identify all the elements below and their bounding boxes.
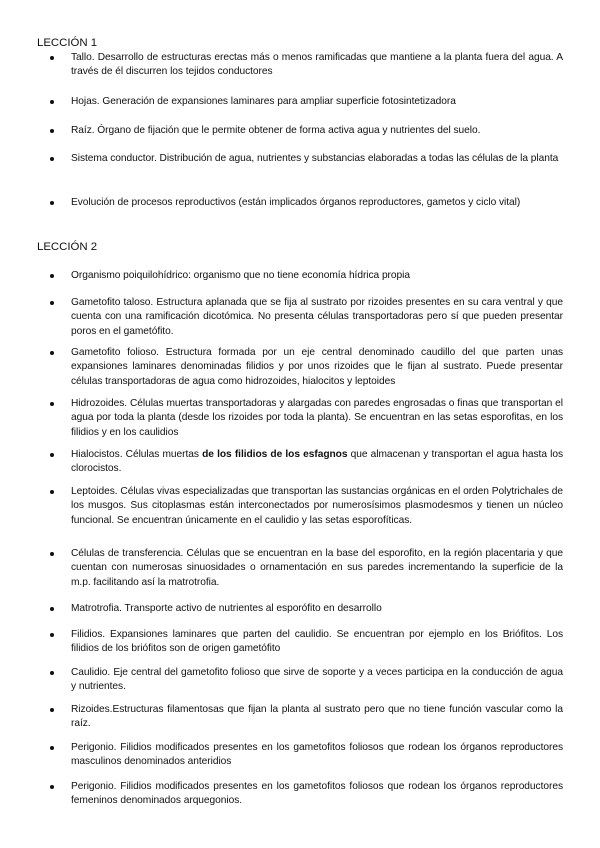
list-item-text: Gametofito folioso. Estructura formada por un eje central denominado caudillo del que parten unas expansiones laminares denominadas filidios y por unos rizoides que le fijan al sustrato. Puede presentar células transportadoras de agua como hidrozoides, hialocitos y leptoides xyxy=(71,347,563,387)
list-item-text: Gametofito taloso. Estructura aplanada que se fija al sustrato por rizoides presentes en su cara ventral y que cuenta con una ramificación dicotómica. No presenta células transportadoras pero sí que pueden presentar poros en el gametófito. xyxy=(71,297,563,337)
bullet-icon xyxy=(50,453,54,457)
bullet-icon xyxy=(50,607,54,611)
list-item-text: Perigonio. Filidios modificados presentes en los gametofitos foliosos que rodean los órganos reproductores femeninos denominados arquegonios. xyxy=(71,781,563,807)
list-item-text: Rizoides.Estructuras filamentosas que fijan la planta al sustrato pero que no tiene función vascular como la raíz. xyxy=(71,704,563,730)
bullet-icon xyxy=(50,746,54,750)
bullet-icon xyxy=(50,402,54,406)
bullet-icon xyxy=(50,129,54,133)
bullet-icon xyxy=(50,157,54,161)
bullet-icon xyxy=(50,552,54,556)
list-item-text: Organismo poiquilohídrico: organismo que no tiene economía hídrica propia xyxy=(71,270,410,281)
list-item-text: Caulidio. Eje central del gametofito folioso que sirve de soporte y a veces participa en la conducción de agua y nutrientes. xyxy=(71,667,563,693)
list-item-text: Hidrozoides. Células muertas transportadoras y alargadas con paredes engrosadas o finas que transportan el agua por toda la planta (desde los rizoides por toda la planta). Se encuentran en las setas esporofitas, en los filidios y en los caulidios xyxy=(71,398,563,438)
list-item-text: Hojas. Generación de expansiones laminares para ampliar superficie fotosintetizadora xyxy=(71,96,456,107)
bullet-icon xyxy=(50,274,54,278)
bullet-icon xyxy=(50,633,54,637)
list-item-text: Evolución de procesos reproductivos (están implicados órganos reproductores, gametos y ciclo vital) xyxy=(71,197,521,208)
bullet-icon xyxy=(50,351,54,355)
bullet-icon xyxy=(50,785,54,789)
lesson-1-heading: LECCIÓN 1 xyxy=(37,37,98,49)
bullet-icon xyxy=(50,708,54,712)
list-item-text: Leptoides. Células vivas especializadas que transportan las sustancias orgánicas en el orden Polytrichales de los musgos. Sus citoplasmas están interconectados por numerosísimos plasmodesmos y tienen un núcleo funcional. Se encuentran únicamente en el caulidio y las setas esporofíticas. xyxy=(71,486,563,526)
list-item-text: Sistema conductor. Distribución de agua, nutrientes y substancias elaboradas a todas las células de la planta xyxy=(71,153,559,164)
bullet-icon xyxy=(50,490,54,494)
lesson-2-heading: LECCIÓN 2 xyxy=(37,241,98,253)
list-item-text: Perigonio. Filidios modificados presentes en los gametofitos foliosos que rodean los órganos reproductores masculinos denominados anteridios xyxy=(71,742,563,768)
bullet-icon xyxy=(50,56,54,60)
hialocistos-text-start: Hialocistos. Células muertas xyxy=(71,449,203,460)
bullet-icon xyxy=(50,671,54,675)
bullet-icon xyxy=(50,201,54,205)
list-item-text: Raíz. Órgano de fijación que le permite obtener de forma activa agua y nutrientes del suelo. xyxy=(71,125,481,136)
list-item-text: Tallo. Desarrollo de estructuras erectas más o menos ramificadas que mantiene a la planta fuera del agua. A través de él discurren los tejidos conductores xyxy=(71,52,563,78)
hialocistos-text-bold: de los filidios de los esfagnos xyxy=(202,449,348,460)
list-item-text: Células de transferencia. Células que se encuentran en la base del esporofito, en la región placentaria y que cuentan con numerosas sinuosidades o ornamentación en sus paredes incrementando la superficie de la m.p. facilitando así la matrotrofia. xyxy=(71,548,563,588)
bullet-icon xyxy=(50,301,54,305)
bullet-icon xyxy=(50,100,54,104)
list-item-text: Matrotrofia. Transporte activo de nutrientes al esporófito en desarrollo xyxy=(71,603,382,614)
list-item-text: Filidios. Expansiones laminares que parten del caulidio. Se encuentran por ejemplo en los Briófitos. Los filidios de los briófitos son de origen gametófito xyxy=(71,629,563,655)
list-item-text xyxy=(71,448,563,477)
hialocistos-text-end: que almacenan y transportan el agua hasta los clorocistos. xyxy=(71,449,563,475)
